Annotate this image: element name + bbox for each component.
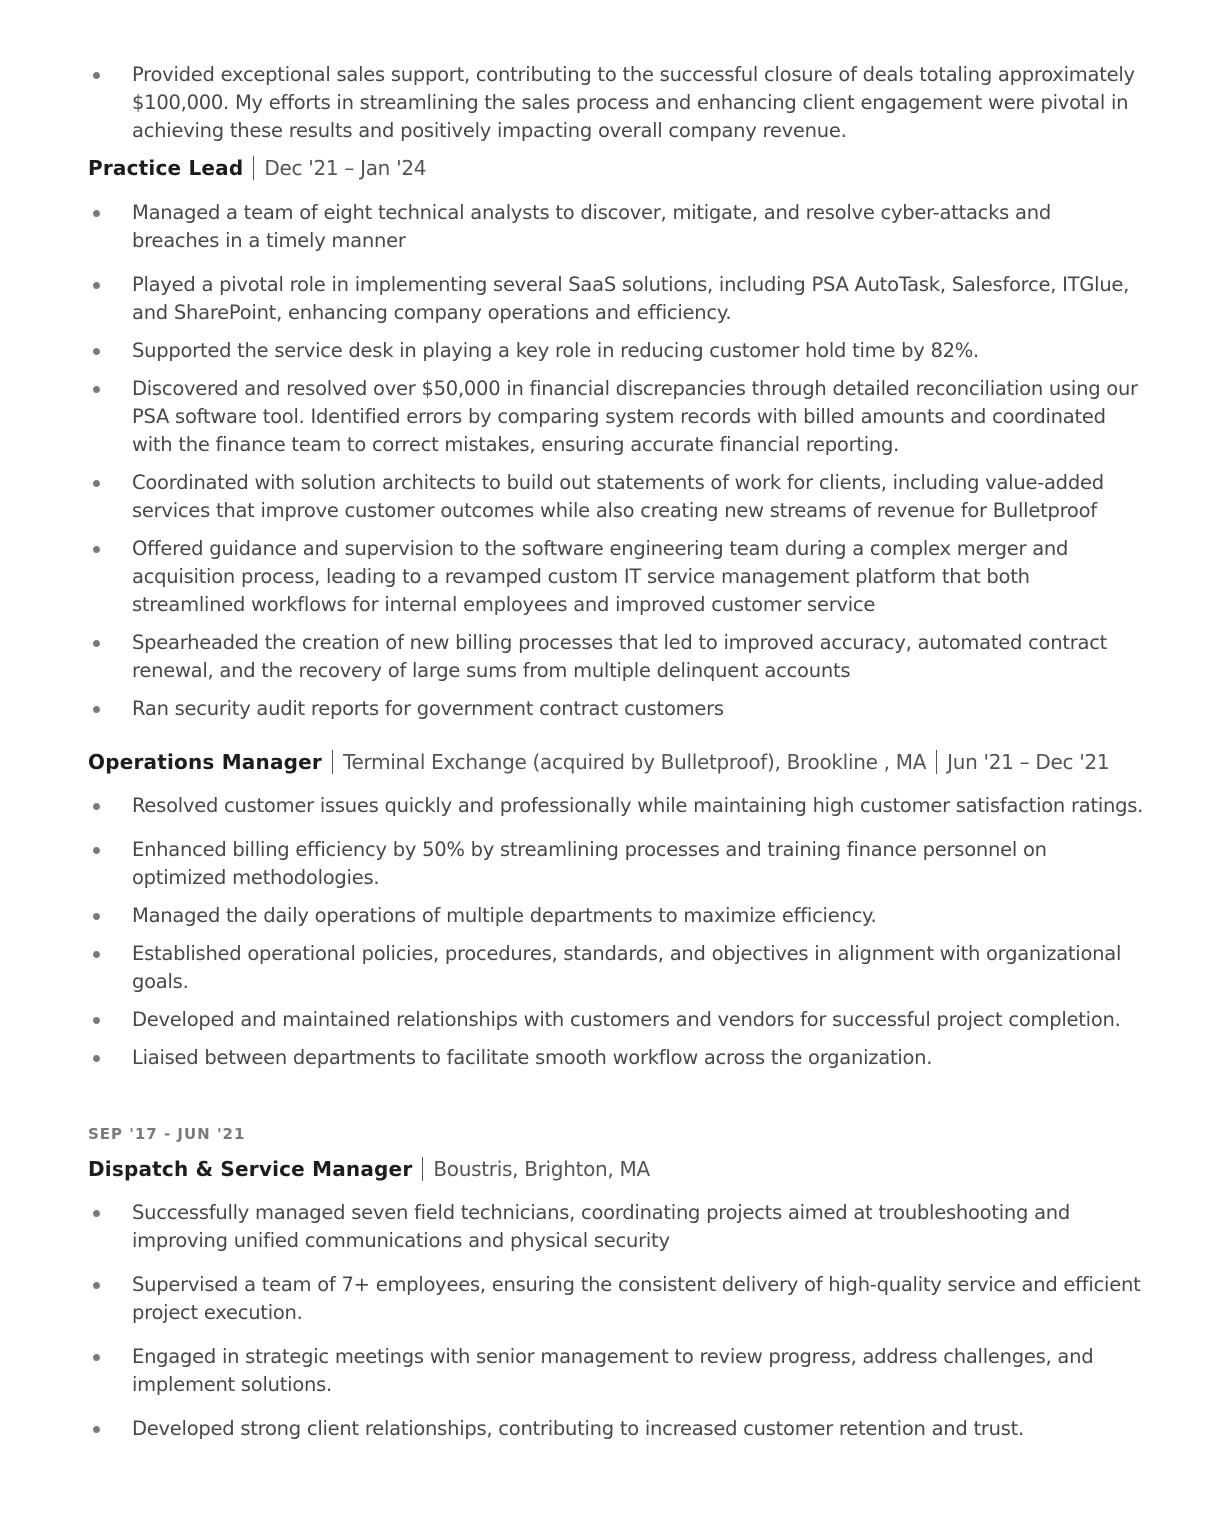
bullet-text: Managed a team of eight technical analysts to discover, mitigate, and resolve cyber-attacks and breaches in a timely manner xyxy=(132,201,1051,252)
company-location: Boustris, Brighton, MA xyxy=(433,1157,650,1181)
bullet-text: Offered guidance and supervision to the software engineering team during a complex merger and acquisition process, leading to a revamped custom IT service management platform that both streamlined workflows for internal employees and improved customer service xyxy=(132,537,1069,616)
list-item xyxy=(0,337,1224,365)
list-item xyxy=(0,469,1224,525)
bullet-text: Supervised a team of 7+ employees, ensuring the consistent delivery of high-quality service and efficient project execution. xyxy=(132,1273,1141,1324)
bullet-text: Supported the service desk in playing a key role in reducing customer hold time by 82%. xyxy=(132,339,979,362)
bullet-text: Successfully managed seven field technicians, coordinating projects aimed at troubleshooting and improving unified communications and physical security xyxy=(132,1201,1071,1252)
bullet-text: Enhanced billing efficiency by 50% by streamlining processes and training finance personnel on optimized methodologies. xyxy=(132,838,1047,889)
bullet-text: Ran security audit reports for government contract customers xyxy=(132,697,724,720)
bullet-icon xyxy=(93,847,100,854)
bullet-text: Liaised between departments to facilitate smooth workflow across the organization. xyxy=(132,1046,933,1069)
bullet-text: Discovered and resolved over $50,000 in financial discrepancies through detailed reconciliation using our PSA software tool. Identified errors by comparing system records with billed amounts and coordinated with the finance team to correct mistakes, ensuring accurate financial reporting. xyxy=(132,377,1138,456)
bullet-icon xyxy=(93,1017,100,1024)
intro-bullet-list xyxy=(0,61,1224,145)
bullet-text: Played a pivotal role in implementing several SaaS solutions, including PSA AutoTask, Salesforce, ITGlue, and SharePoint, enhancing company operations and efficiency. xyxy=(132,273,1130,324)
separator xyxy=(936,750,937,774)
bullet-icon xyxy=(93,546,100,553)
date-range-heading: SEP '17 - JUN '21 xyxy=(88,1125,246,1143)
bullet-text: Established operational policies, procedures, standards, and objectives in alignment with organizational goals. xyxy=(132,942,1122,993)
bullet-icon xyxy=(93,72,100,79)
bullet-icon xyxy=(93,1210,100,1217)
bullet-icon xyxy=(93,1354,100,1361)
list-item xyxy=(0,836,1224,892)
bullet-icon xyxy=(93,386,100,393)
separator xyxy=(253,156,254,180)
list-item xyxy=(0,1199,1224,1255)
separator xyxy=(332,750,333,774)
bullet-text: Provided exceptional sales support, contributing to the successful closure of deals totaling approximately $100,000. My efforts in streamlining the sales process and enhancing client engagement were pivotal in achieving these results and positively impacting overall company revenue. xyxy=(132,63,1135,142)
list-item xyxy=(0,1044,1224,1072)
list-item xyxy=(0,695,1224,723)
list-item xyxy=(0,902,1224,930)
dispatch-manager-heading xyxy=(88,1155,650,1183)
bullet-text: Resolved customer issues quickly and professionally while maintaining high customer satisfaction ratings. xyxy=(132,794,1144,817)
list-item xyxy=(0,1271,1224,1327)
bullet-icon xyxy=(93,913,100,920)
bullet-text: Managed the daily operations of multiple departments to maximize efficiency. xyxy=(132,904,877,927)
list-item xyxy=(0,629,1224,685)
practice-lead-heading xyxy=(88,154,426,182)
bullet-icon xyxy=(93,480,100,487)
separator xyxy=(422,1157,423,1181)
job-dates: Jun '21 – Dec '21 xyxy=(947,750,1110,774)
job-title: Practice Lead xyxy=(88,156,244,180)
dispatch-manager-bullets xyxy=(0,1199,1224,1443)
bullet-text: Spearheaded the creation of new billing processes that led to improved accuracy, automated contract renewal, and the recovery of large sums from multiple delinquent accounts xyxy=(132,631,1108,682)
bullet-icon xyxy=(93,1055,100,1062)
list-item xyxy=(0,940,1224,996)
job-dates: Dec '21 – Jan '24 xyxy=(264,156,427,180)
list-item xyxy=(0,535,1224,619)
bullet-text: Developed and maintained relationships with customers and vendors for successful project completion. xyxy=(132,1008,1121,1031)
list-item xyxy=(0,1006,1224,1034)
list-item xyxy=(0,1415,1224,1443)
list-item xyxy=(0,199,1224,255)
list-item xyxy=(0,375,1224,459)
job-title: Dispatch & Service Manager xyxy=(88,1157,413,1181)
bullet-icon xyxy=(93,803,100,810)
list-item xyxy=(0,792,1224,820)
bullet-icon xyxy=(93,282,100,289)
list-item xyxy=(0,1343,1224,1399)
operations-manager-bullets xyxy=(0,792,1224,1072)
bullet-icon xyxy=(93,951,100,958)
company-location: Terminal Exchange (acquired by Bulletproof), Brookline , MA xyxy=(342,750,927,774)
bullet-text: Engaged in strategic meetings with senior management to review progress, address challenges, and implement solutions. xyxy=(132,1345,1094,1396)
bullet-icon xyxy=(93,210,100,217)
list-item xyxy=(0,61,1224,145)
practice-lead-bullets xyxy=(0,199,1224,723)
job-title: Operations Manager xyxy=(88,750,322,774)
bullet-icon xyxy=(93,706,100,713)
bullet-text: Coordinated with solution architects to build out statements of work for clients, including value-added services that improve customer outcomes while also creating new streams of revenue for Bulletproof xyxy=(132,471,1104,522)
bullet-icon xyxy=(93,348,100,355)
bullet-text: Developed strong client relationships, contributing to increased customer retention and trust. xyxy=(132,1417,1024,1440)
operations-manager-heading xyxy=(88,748,1109,776)
bullet-icon xyxy=(93,1282,100,1289)
bullet-icon xyxy=(93,1426,100,1433)
list-item xyxy=(0,271,1224,327)
bullet-icon xyxy=(93,640,100,647)
